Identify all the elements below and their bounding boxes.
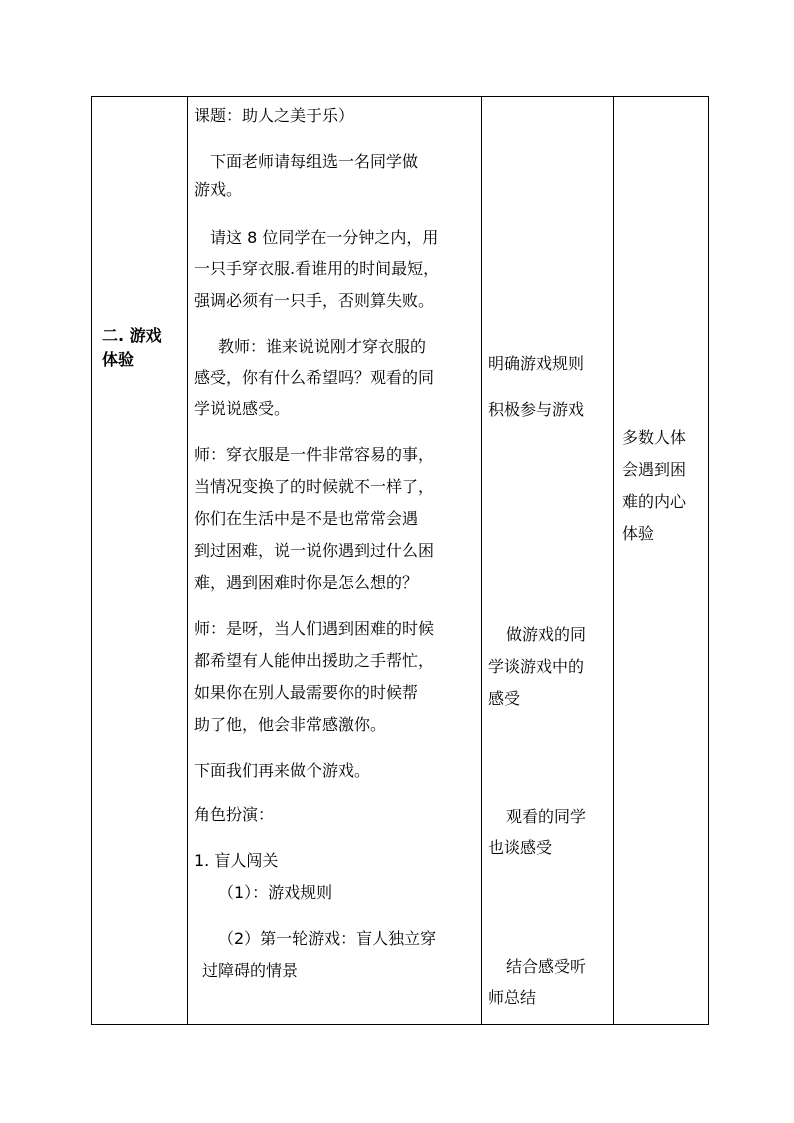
table-row (92, 97, 709, 1025)
teacher-p6-line4: 助了他，他会非常感激你。 (194, 715, 387, 734)
teacher-p4-line3: 学说说感受。 (194, 399, 291, 418)
intent-line4: 体验 (622, 524, 655, 543)
teacher-p3-line2: 一只手穿衣服.看谁用的时间最短， (194, 259, 440, 278)
teacher-p5-line5: 难，遇到困难时你是怎么想的？ (194, 573, 419, 592)
student-b3: 感受 (488, 689, 521, 708)
teacher-p1: 课题：助人之美于乐） (194, 106, 355, 125)
teacher-p5-line4: 到过困难，说一说你遇到过什么困 (194, 541, 435, 560)
intent-line1: 多数人体 (622, 428, 687, 447)
intent-line3: 难的内心 (622, 492, 687, 511)
design-intent-cell (614, 97, 709, 1025)
teacher-p4-line1: 教师：谁来说说刚才穿衣服的 (218, 337, 427, 356)
teacher-p6-line1: 师：是呀，当人们遇到困难的时候 (194, 619, 435, 638)
student-c2: 也谈感受 (488, 838, 553, 857)
teacher-p6-line3: 如果你在别人最需要你的时候帮 (194, 683, 419, 702)
teacher-p6-line2: 都希望有人能伸出援助之手帮忙， (194, 651, 435, 670)
stage-title-line2: 体验 (102, 350, 135, 369)
student-b2: 学谈游戏中的 (488, 657, 585, 676)
teacher-p3-line1: 请这 8 位同学在一分钟之内，用 (210, 228, 439, 247)
student-d1: 结合感受听 (506, 957, 587, 976)
student-c1: 观看的同学 (506, 807, 587, 826)
student-a1: 明确游戏规则 (488, 354, 585, 373)
student-a2: 积极参与游戏 (488, 400, 585, 419)
lesson-plan-table (91, 96, 709, 1025)
teacher-p9: 1. 盲人闯关 (194, 851, 279, 870)
student-b1: 做游戏的同 (506, 625, 587, 644)
intent-line2: 会遇到困 (622, 460, 687, 479)
teacher-activity-cell (188, 97, 482, 1025)
student-activity-cell (482, 97, 614, 1025)
teacher-p5-line3: 你们在生活中是不是也常常会遇 (194, 509, 419, 528)
stage-cell (92, 97, 188, 1025)
teacher-p7: 下面我们再来做个游戏。 (194, 761, 371, 780)
teacher-p11-line1: （2）第一轮游戏：盲人独立穿 (218, 929, 437, 948)
teacher-p2-line2: 游戏。 (194, 180, 243, 199)
teacher-p10: （1）：游戏规则 (218, 883, 333, 902)
teacher-p8: 角色扮演： (194, 805, 275, 824)
teacher-p3-line3: 强调必须有一只手，否则算失败。 (194, 291, 435, 310)
teacher-p11-line2: 过障碍的情景 (202, 961, 299, 980)
teacher-p5-line1: 师：穿衣服是一件非常容易的事， (194, 445, 435, 464)
teacher-p5-line2: 当情况变换了的时候就不一样了， (194, 477, 435, 496)
student-d2: 师总结 (488, 988, 537, 1007)
teacher-p2-line1: 下面老师请每组选一名同学做 (210, 152, 419, 171)
teacher-p4-line2: 感受，你有什么希望吗？观看的同 (194, 368, 435, 387)
stage-title-line1: 二. 游戏 (102, 326, 162, 345)
